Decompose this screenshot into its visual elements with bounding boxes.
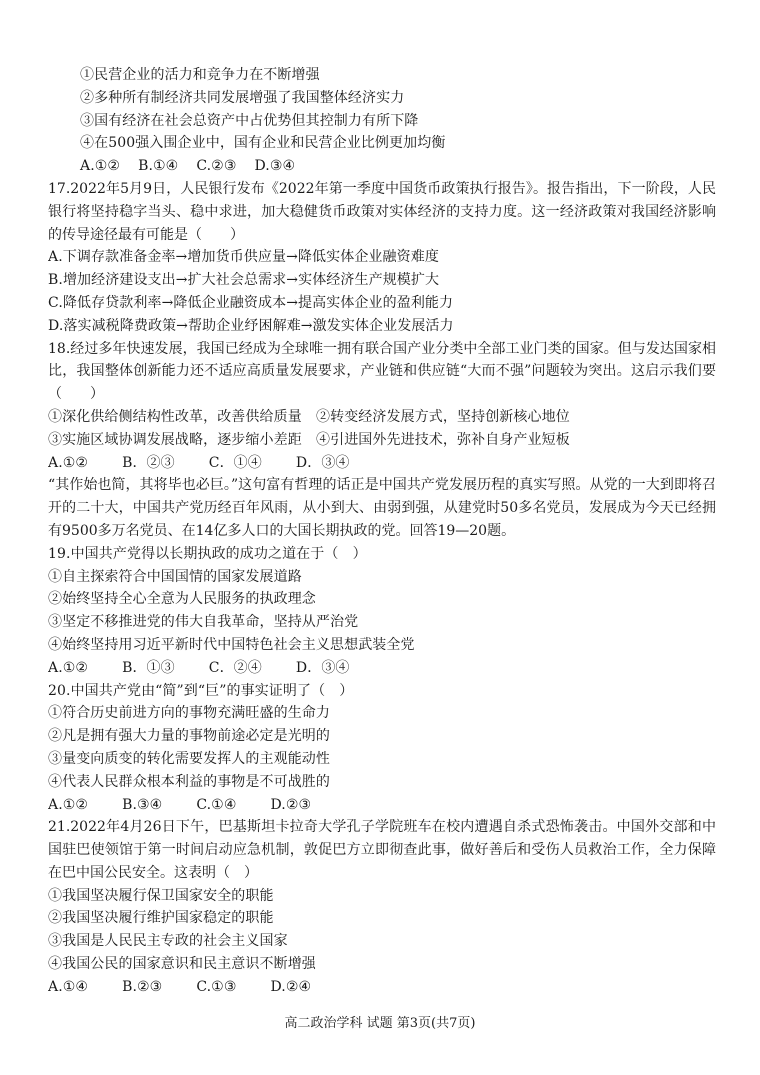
- choice-a: A.①②: [48, 796, 89, 813]
- choice-b: B.③④: [122, 796, 163, 813]
- choice-d: D.②④: [270, 978, 312, 995]
- choice-d: D.落实减税降费政策→帮助企业纾困解难→激发实体企业发展活力: [48, 317, 454, 334]
- option-line: ③国有经济在社会总资产中占优势但其控制力有所下降: [80, 112, 419, 129]
- answer-choices: [48, 452, 716, 475]
- option-line: ③坚定不移推进党的伟大自我革命，坚持从严治党: [48, 614, 359, 631]
- answer-choices: [48, 155, 716, 178]
- choice-b: B．①③: [122, 659, 175, 676]
- question-18: [48, 338, 716, 475]
- option-line: ①自主探索符合中国国情的国家发展道路: [48, 568, 302, 585]
- choice-d: D．③④: [295, 659, 350, 676]
- shared-passage: “其作始也简，其将毕也必巨。”这句富有哲理的话正是中国共产党发展历程的真实写照。从党的一大到即将召开的二十大，中国共产党历经百年风雨，从小到大、由弱到强，从建党时50多名党员，发展成为今天已经拥有9500多万名党员、在14亿多人口的大国长期执政的党。回答19—20题。: [48, 477, 716, 539]
- option-4: ④引进国外先进技术，弥补自身产业短板: [316, 431, 570, 448]
- option-3: ③实施区域协调发展战略，逐步缩小差距: [48, 431, 302, 448]
- option-row: [48, 429, 716, 452]
- choice-a: A.①②: [48, 454, 89, 471]
- question-stem: 21.2022年4月26日下午，巴基斯坦卡拉奇大学孔子学院班车在校内遭遇自杀式恐怖袭击。中国外交部和中国驻巴使领馆于第一时间启动应急机制，敦促巴方立即彻查此事，做好善后和受伤人员救治工作，全力保障在巴中国公民安全。这表明（ ）: [48, 819, 716, 881]
- question-stem: 19.中国共产党得以长期执政的成功之道在于（ ）: [48, 545, 367, 562]
- option-2: ②转变经济发展方式，坚持创新核心地位: [316, 408, 570, 425]
- choice-d: D.②③: [270, 796, 312, 813]
- choice-c: C．①④: [208, 454, 262, 471]
- choice-c: C.降低存贷款利率→降低企业融资成本→提高实体企业的盈利能力: [48, 294, 454, 311]
- question-stem: 18.经过多年快速发展，我国已经成为全球唯一拥有联合国产业分类中全部工业门类的国家。但与发达国家相比，我国整体创新能力还不适应高质量发展要求，产业链和供应链“大而不强”问题较为突出。这启示我们要（ ）: [48, 340, 716, 403]
- question-21: [48, 816, 716, 998]
- option-line: ②我国坚决履行维护国家稳定的职能: [48, 910, 274, 927]
- option-line: ②多种所有制经济共同发展增强了我国整体经济实力: [80, 89, 405, 106]
- question-stem: 20.中国共产党由“简”到“巨”的事实证明了（ ）: [48, 682, 354, 699]
- option-line: ④代表人民群众根本利益的事物是不可战胜的: [48, 773, 330, 790]
- question-stem: 17.2022年5月9日，人民银行发布《2022年第一季度中国货币政策执行报告》。报告指出，下一阶段，人民银行将坚持稳字当头、稳中求进，加大稳健货币政策对实体经济的支持力度。这一经济政策对我国经济影响的传导途径最有可能是（ ）: [48, 180, 716, 243]
- choice-b: B.①④: [138, 158, 179, 175]
- question-16-options: [48, 64, 716, 178]
- choice-d: D．③④: [295, 454, 350, 471]
- option-line: ①符合历史前进方向的事物充满旺盛的生命力: [48, 705, 330, 722]
- choice-a: A.①②: [80, 158, 121, 175]
- choice-c: C.②③: [196, 158, 237, 175]
- option-row: [48, 406, 716, 429]
- choice-b: B.增加经济建设支出→扩大社会总需求→实体经济生产规模扩大: [48, 272, 440, 289]
- question-17: [48, 178, 716, 338]
- choice-a: A.下调存款准备金率→增加货币供应量→降低实体企业融资难度: [48, 249, 439, 266]
- choice-c: C．②④: [208, 659, 262, 676]
- choice-b: B.②③: [122, 978, 163, 995]
- option-line: ④始终坚持用习近平新时代中国特色社会主义思想武装全党: [48, 636, 415, 653]
- question-19: [48, 543, 716, 680]
- option-line: ②凡是拥有强大力量的事物前途必定是光明的: [48, 728, 330, 745]
- answer-choices: [48, 657, 716, 680]
- page-content: [48, 64, 716, 999]
- option-1: ①深化供给侧结构性改革，改善供给质量: [48, 408, 302, 425]
- page-footer: 高二政治学科 试题 第3页(共7页): [284, 1016, 476, 1031]
- option-line: ③我国是人民民主专政的社会主义国家: [48, 933, 288, 950]
- option-line: ①民营企业的活力和竞争力在不断增强: [80, 67, 320, 83]
- choice-c: C.①③: [196, 978, 237, 995]
- option-line: ②始终坚持全心全意为人民服务的执政理念: [48, 591, 316, 608]
- choice-b: B．②③: [122, 454, 175, 471]
- choice-c: C.①④: [196, 796, 237, 813]
- choice-a: A.①②: [48, 659, 89, 676]
- option-line: ①我国坚决履行保卫国家安全的职能: [48, 887, 274, 904]
- option-line: ④在500强入围企业中，国有企业和民营企业比例更加均衡: [80, 135, 446, 152]
- choice-a: A.①④: [48, 978, 89, 995]
- answer-choices: [48, 976, 716, 999]
- question-20: [48, 680, 716, 817]
- choice-d: D.③④: [254, 158, 296, 175]
- answer-choices: [48, 794, 716, 817]
- option-line: ④我国公民的国家意识和民主意识不断增强: [48, 956, 316, 973]
- option-line: ③量变向质变的转化需要发挥人的主观能动性: [48, 750, 330, 767]
